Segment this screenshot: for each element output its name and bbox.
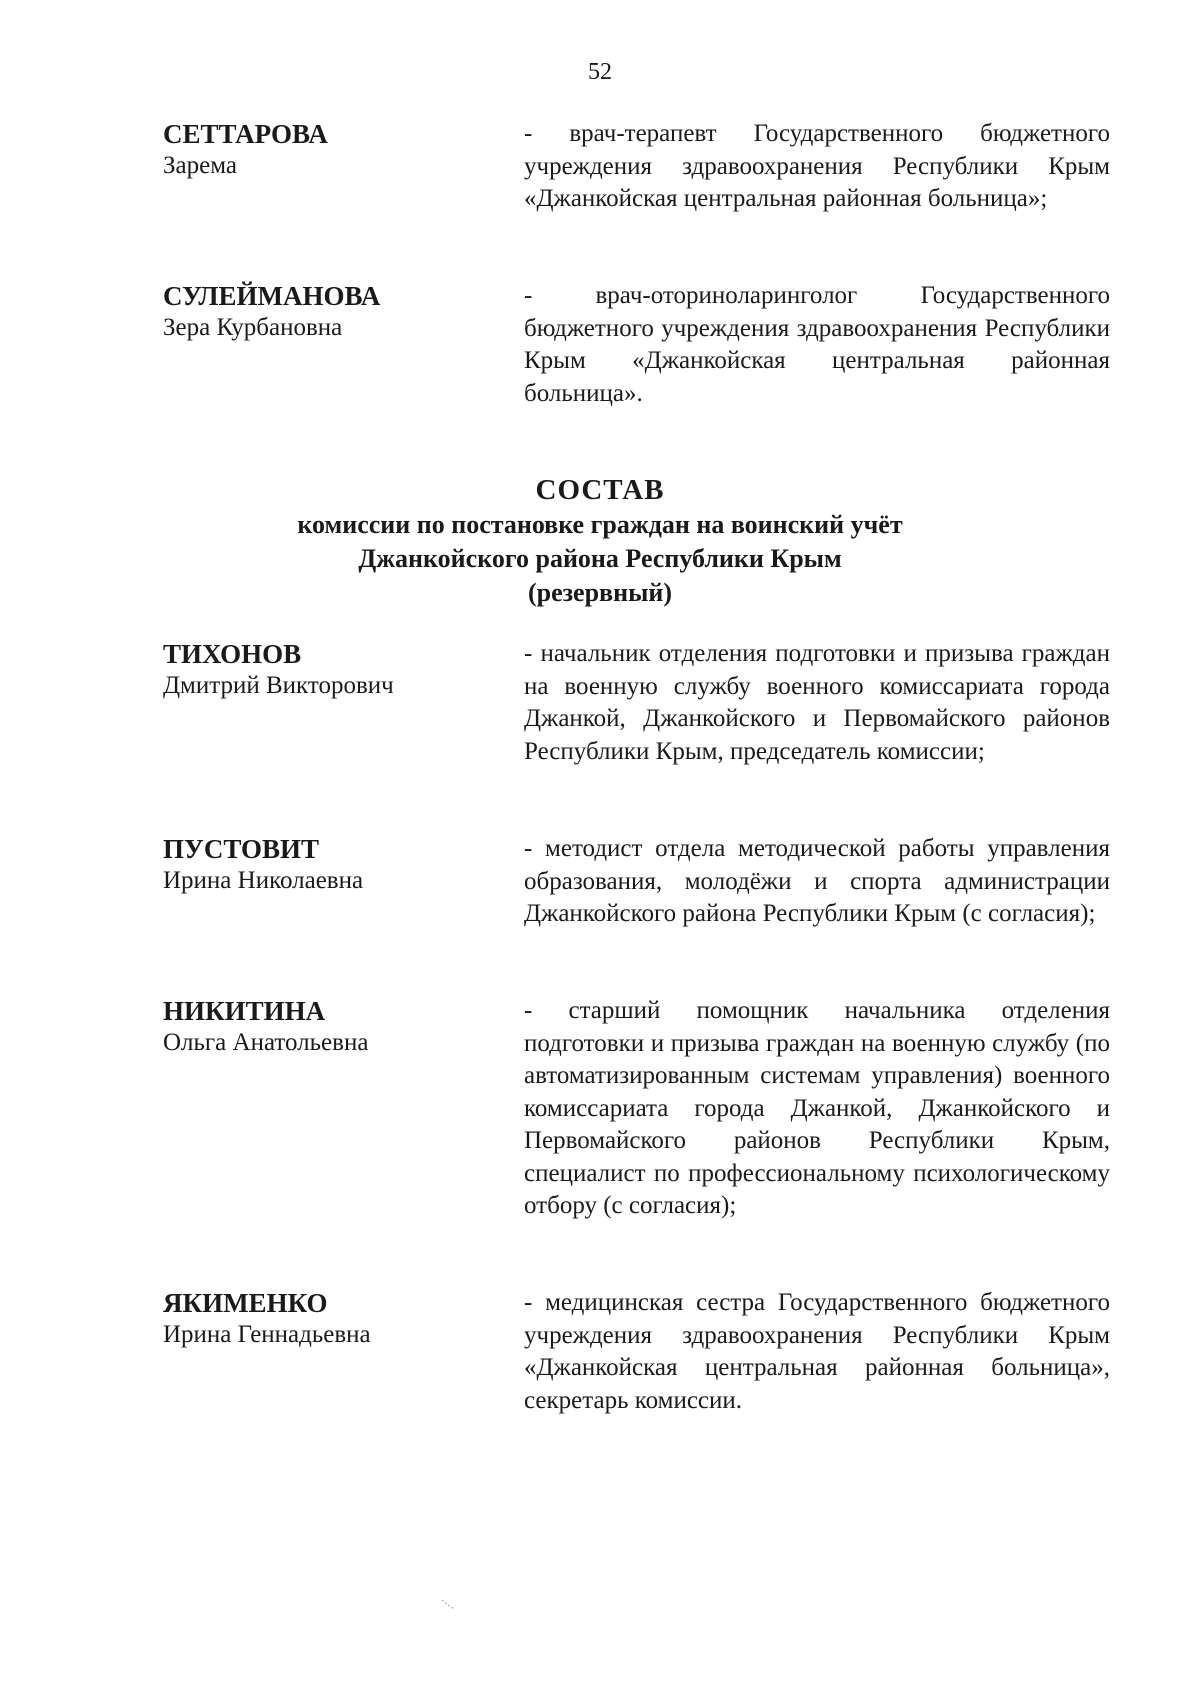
page-number: 52 [588, 59, 612, 85]
member-given-name: Дмитрий Викторович [163, 672, 394, 699]
member-entry [163, 1287, 1113, 1422]
member-given-name: Зера Курбановна [163, 314, 343, 341]
member-entry [163, 280, 1113, 410]
member-position: - методист отдела методической работы управления образования, молодёжи и спорта администрации Джанкойского района Республики Крым (с согласия); [524, 835, 1110, 927]
member-position: - старший помощник начальника отделения подготовки и призыва граждан на военную службу (по автоматизированным системам управления) военного комиссариата города Джанкой, Джанкойского и Первомайского районов Республики Крым, специалист по профессиональному психологическому отбору (с согласия); [524, 997, 1110, 1219]
member-entry [163, 995, 1113, 1260]
heading-line: комиссии по постановке граждан на воинский учёт [297, 510, 903, 539]
heading-line: Джанкойского района Республики Крым [358, 544, 842, 573]
member-entry [163, 833, 1113, 968]
member-entry [163, 638, 1113, 803]
heading-title: СОСТАВ [535, 474, 665, 506]
scan-artifact [440, 1598, 458, 1612]
member-surname: ТИХОНОВ [163, 639, 302, 669]
heading-line: (резервный) [527, 578, 673, 607]
member-entry [163, 118, 1113, 248]
member-given-name: Ольга Анатольевна [163, 1029, 369, 1056]
member-position: - врач-оториноларинголог Государственного бюджетного учреждения здравоохранения Республики Крым «Джанкойская центральная районная больница». [524, 282, 1110, 407]
member-given-name: Ирина Николаевна [163, 867, 364, 894]
member-position: - начальник отделения подготовки и призыва граждан на военную службу военного комиссариата города Джанкой, Джанкойского и Первомайского районов Республики Крым, председатель комиссии; [524, 640, 1110, 765]
section-heading [0, 472, 1200, 610]
member-given-name: Ирина Геннадьевна [163, 1321, 371, 1348]
member-surname: ПУСТОВИТ [163, 834, 319, 864]
member-surname: СУЛЕЙМАНОВА [163, 281, 381, 311]
member-position: - врач-терапевт Государственного бюджетного учреждения здравоохранения Республики Крым «Джанкойская центральная районная больница»; [524, 120, 1110, 212]
member-surname: НИКИТИНА [163, 996, 326, 1026]
member-given-name: Зарема [163, 152, 237, 179]
member-position: - медицинская сестра Государственного бюджетного учреждения здравоохранения Республики Крым «Джанкойская центральная районная больница», секретарь комиссии. [524, 1289, 1110, 1414]
member-surname: ЯКИМЕНКО [163, 1288, 328, 1318]
member-surname: СЕТТАРОВА [163, 119, 328, 149]
